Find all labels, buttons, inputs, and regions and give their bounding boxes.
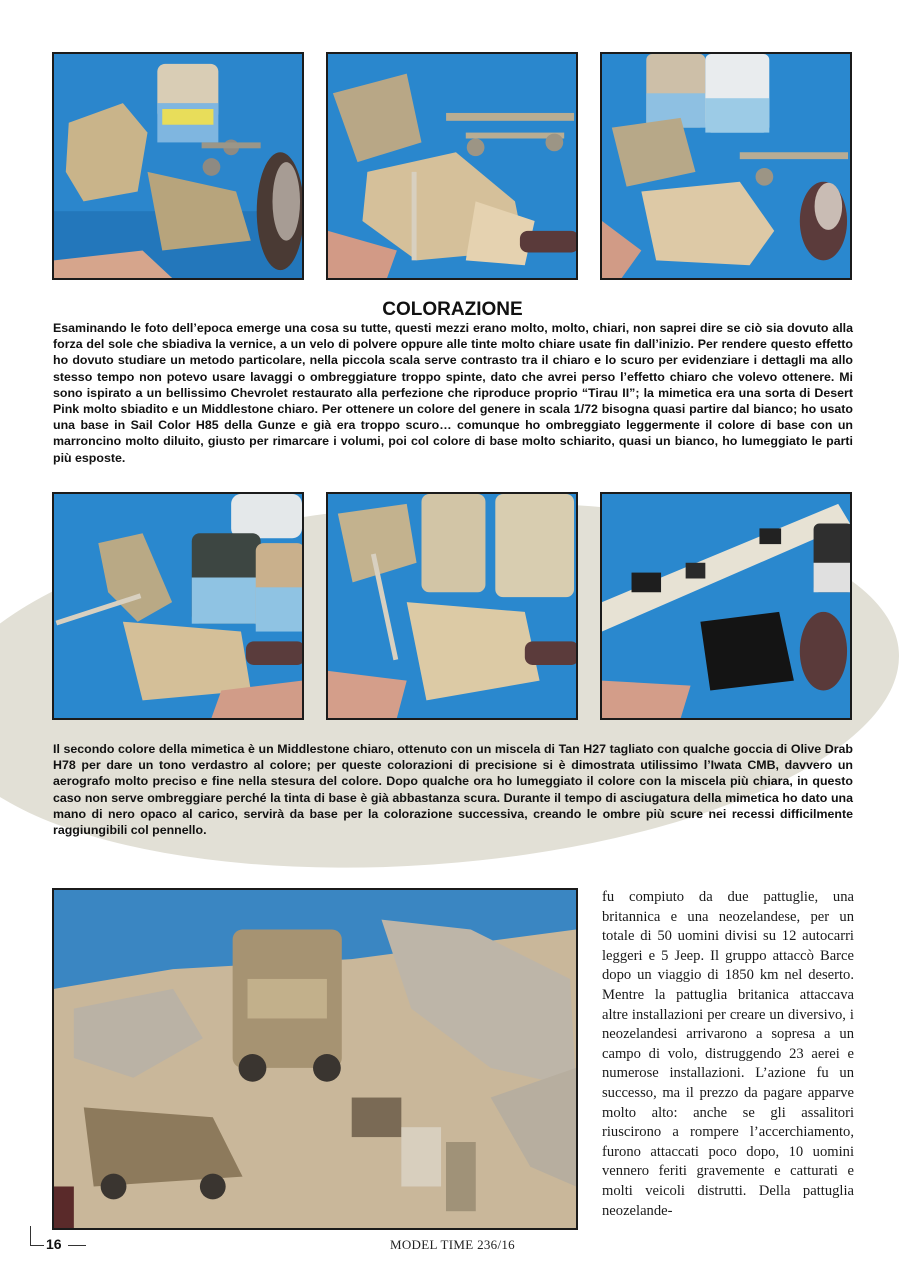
photo-top-right <box>600 52 852 280</box>
photo-top-left <box>52 52 304 280</box>
column-text: fu compiuto da due pattuglie, una britannica e una neozelandese, per un totale di 50 uomini divisi su 12 autocarri leggeri e 5 Jeep. Il gruppo attaccò Barce dopo un viaggio di 1850 km nel deserto. Mentre la pattuglia britanica attaccava altre installazioni per creare un diversivo, i neozelandesi arrivarono a sopresa a un campo di volo, distruggendo 23 aerei e numerose installazioni. L’azione fu un successo, ma il prezzo da pagare apparve molto alto: anche se gli assalitori riuscirono a rompere l’accerchiamento, furono attaccati poco dopo, 10 uomini vennero feriti gravemente e catturati e molti veicoli distrutti. Della pattuglia neozelande- <box>602 889 854 1219</box>
magazine-footer: MODEL TIME 236/16 <box>390 1237 515 1252</box>
photo-mid-left <box>52 492 304 720</box>
photo-top-middle <box>326 52 578 280</box>
photo-mid-right <box>600 492 852 720</box>
page-number: 16 <box>46 1236 62 1252</box>
paragraph-mimetica: Il secondo colore della mimetica è un Middlestone chiaro, ottenuto con un miscela di Tan H27 tagliato con qualche goccia di Olive Drab H78 per dare un tono verdastro al colore; per queste colorazioni di precisione si è dimostrata utilissimo l’Iwata CMB, davvero un aerografo molto preciso e fine nella stesura del colore. Dopo qualche ora ho lumeggiato il colore con la miscela più chiara, in questo caso non serve ombreggiare perché la tinta di base è già abbastanza scura. Durante il tempo di asciugatura della mimetica ho dato una mano di nero opaco al carico, servirà da base per la colorazione successiva, creando le ombre più scure nei recessi difficilmente raggiungibili col pennello. <box>53 742 853 838</box>
paragraph-colorazione: Esaminando le foto dell’epoca emerge una cosa su tutte, questi mezzi erano molto, molto, chiari, non saprei dire se ciò sia dovuto alla forza del sole che sbiadiva la vernice, a un velo di polvere oppure alle tinte molto chiare usate fin dall’inizio. Per rendere questo effetto ho dovuto studiare un metodo particolare, nella piccola scala serve contrasto tra il chiaro e lo scuro per evidenziare i dettagli ma allo stesso tempo non potevo usare lavaggi o ombreggiature troppo spinte, dato che avrei perso l’effetto chiaro che volevo ottenere. Mi sono ispirato a un bellissimo Chevrolet restaurato alla perfezione che riproduce proprio “Tirau II”; la mimetica era una sorta di Desert Pink molto sbiadito e un Middlestone chiaro. Per ottenere un colore del genere in scala 1/72 bisogna quasi partire dal bianco; ho usato una base in Sail Color H85 della Gunze e già era troppo scuro… comunque ho ombreggiato leggermente il colore di base con un marroncino molto diluito, giusto per rimarcare i volumi, poi col colore di base molto schiarito, quasi un bianco, ho lumeggiato le parti più esposte. <box>53 321 853 465</box>
section-title: COLORAZIONE <box>382 299 523 320</box>
photo-mid-middle <box>326 492 578 720</box>
photo-diorama <box>52 888 578 1230</box>
